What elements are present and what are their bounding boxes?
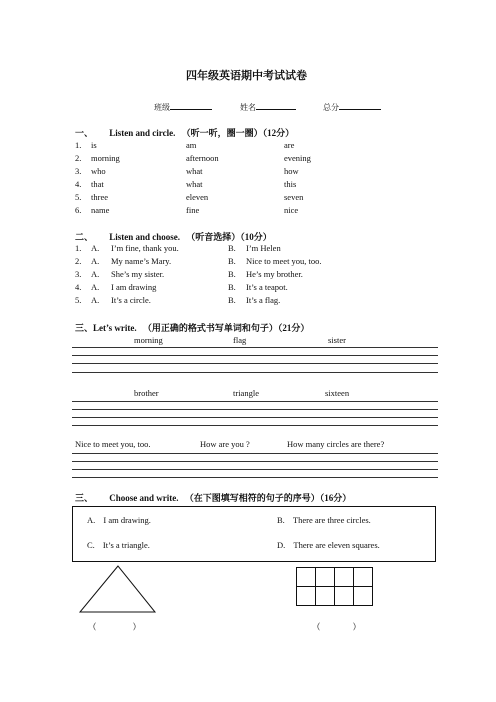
writing-line[interactable] xyxy=(72,417,438,418)
section4-number: 三、 xyxy=(75,493,94,503)
answer-paren-right[interactable] xyxy=(312,621,361,633)
writing-line[interactable] xyxy=(72,453,438,454)
section2-heading xyxy=(75,230,272,243)
word-choice: how xyxy=(284,166,299,176)
option-letter: A. xyxy=(91,282,100,292)
item-number: 5. xyxy=(75,192,82,202)
word-choice: this xyxy=(284,179,297,189)
write-word-2: flag xyxy=(233,335,247,345)
word-choice: nice xyxy=(284,205,299,215)
sentence-choice: I’m Helen xyxy=(246,243,281,253)
write-sentence-3: How many circles are there? xyxy=(287,439,385,449)
section3-heading xyxy=(75,321,309,334)
name-label: 姓名 xyxy=(240,103,256,112)
score-blank[interactable] xyxy=(339,101,381,110)
sentence-choice: He’s my brother. xyxy=(246,269,303,279)
option-letter: B. xyxy=(228,243,236,253)
item-number: 3. xyxy=(75,166,82,176)
section1-number: 一、 xyxy=(75,128,94,138)
option-c-text: It’s a triangle. xyxy=(102,540,150,550)
option-d xyxy=(277,540,380,550)
triangle-picture xyxy=(78,565,158,615)
section4-title: Choose and write. xyxy=(109,493,179,503)
writing-line[interactable] xyxy=(72,401,438,402)
sentence-choice: I am drawing xyxy=(111,282,157,292)
options-box xyxy=(72,506,436,562)
writing-line[interactable] xyxy=(72,461,438,462)
option-letter: A. xyxy=(91,256,100,266)
option-letter: A. xyxy=(91,269,100,279)
sentence-choice: My name’s Mary. xyxy=(111,256,172,266)
option-c xyxy=(87,540,150,550)
class-label: 班级 xyxy=(154,103,170,112)
word-choice: what xyxy=(186,166,203,176)
word-choice: is xyxy=(91,140,97,150)
item-number: 6. xyxy=(75,205,82,215)
section3-title: 三、Let’s write. xyxy=(75,323,137,333)
option-letter: B. xyxy=(228,282,236,292)
answer-paren-left[interactable] xyxy=(88,621,141,633)
word-choice: am xyxy=(186,140,197,150)
sentence-choice: It’s a flag. xyxy=(246,295,281,305)
class-field xyxy=(154,101,212,113)
sentence-choice: She’s my sister. xyxy=(111,269,165,279)
word-choice: fine xyxy=(186,205,200,215)
writing-line[interactable] xyxy=(72,477,438,478)
item-number: 5. xyxy=(75,295,82,305)
section4-heading xyxy=(75,491,351,504)
sentence-choice: It’s a teapot. xyxy=(246,282,288,292)
word-choice: eleven xyxy=(186,192,209,202)
class-blank[interactable] xyxy=(170,101,212,110)
section1-heading xyxy=(75,126,294,139)
section1-title: Listen and circle. xyxy=(109,128,176,138)
paren-open: （ xyxy=(312,622,321,632)
option-a-letter: A. xyxy=(87,515,96,525)
word-choice: that xyxy=(91,179,104,189)
option-letter: A. xyxy=(91,295,100,305)
item-number: 2. xyxy=(75,256,82,266)
writing-line[interactable] xyxy=(72,425,438,426)
squares-grid-picture xyxy=(296,567,373,606)
sentence-choice: Nice to meet you, too. xyxy=(246,256,322,266)
sentence-choice: I’m fine, thank you. xyxy=(111,243,179,253)
paren-close: ） xyxy=(352,622,362,632)
option-b-text: There are three circles. xyxy=(292,515,371,525)
section4-instruction: （在下图填写相符的句子的序号）（16分） xyxy=(184,493,352,503)
section2-title: Listen and choose. xyxy=(109,232,181,242)
option-d-text: There are eleven squares. xyxy=(293,540,380,550)
word-choice: who xyxy=(91,166,106,176)
item-number: 1. xyxy=(75,140,82,150)
writing-line[interactable] xyxy=(72,347,438,348)
option-c-letter: C. xyxy=(87,540,95,550)
section2-number: 二、 xyxy=(75,232,94,242)
option-letter: A. xyxy=(91,243,100,253)
option-b xyxy=(277,515,371,525)
score-label: 总分 xyxy=(323,103,339,112)
word-choice: name xyxy=(91,205,110,215)
item-number: 2. xyxy=(75,153,82,163)
write-word-1: morning xyxy=(134,335,163,345)
write-word-6: sixteen xyxy=(325,388,350,398)
writing-line[interactable] xyxy=(72,372,438,373)
section2-instruction: （听音选择）（10分） xyxy=(186,232,272,242)
writing-line[interactable] xyxy=(72,469,438,470)
item-number: 4. xyxy=(75,282,82,292)
write-sentence-2: How are you ? xyxy=(200,439,250,449)
word-choice: afternoon xyxy=(186,153,219,163)
word-choice: evening xyxy=(284,153,311,163)
word-choice: morning xyxy=(91,153,120,163)
name-field xyxy=(240,101,296,113)
word-choice: what xyxy=(186,179,203,189)
item-number: 4. xyxy=(75,179,82,189)
write-word-3: sister xyxy=(328,335,346,345)
write-word-4: brother xyxy=(134,388,159,398)
paren-open: （ xyxy=(88,622,97,632)
word-choice: seven xyxy=(284,192,304,202)
item-number: 3. xyxy=(75,269,82,279)
word-choice: are xyxy=(284,140,295,150)
option-d-letter: D. xyxy=(277,540,286,550)
option-a-text: I am drawing. xyxy=(103,515,151,525)
section1-instruction: （听一听，圈一圈）（12分） xyxy=(181,128,295,138)
section3-instruction: （用正确的格式书写单词和句子）（21分） xyxy=(142,323,310,333)
word-choice: three xyxy=(91,192,108,202)
write-sentence-1: Nice to meet you, too. xyxy=(75,439,151,449)
sentence-choice: It’s a circle. xyxy=(111,295,151,305)
name-blank[interactable] xyxy=(256,101,296,110)
page-title: 四年级英语期中考试试卷 xyxy=(186,70,307,82)
option-letter: B. xyxy=(228,269,236,279)
writing-line[interactable] xyxy=(72,363,438,364)
writing-line[interactable] xyxy=(72,355,438,356)
item-number: 1. xyxy=(75,243,82,253)
option-letter: B. xyxy=(228,256,236,266)
score-field xyxy=(323,101,381,113)
paren-close: ） xyxy=(132,622,142,632)
option-b-letter: B. xyxy=(277,515,285,525)
option-a xyxy=(87,515,151,525)
option-letter: B. xyxy=(228,295,236,305)
writing-line[interactable] xyxy=(72,409,438,410)
write-word-5: triangle xyxy=(233,388,259,398)
